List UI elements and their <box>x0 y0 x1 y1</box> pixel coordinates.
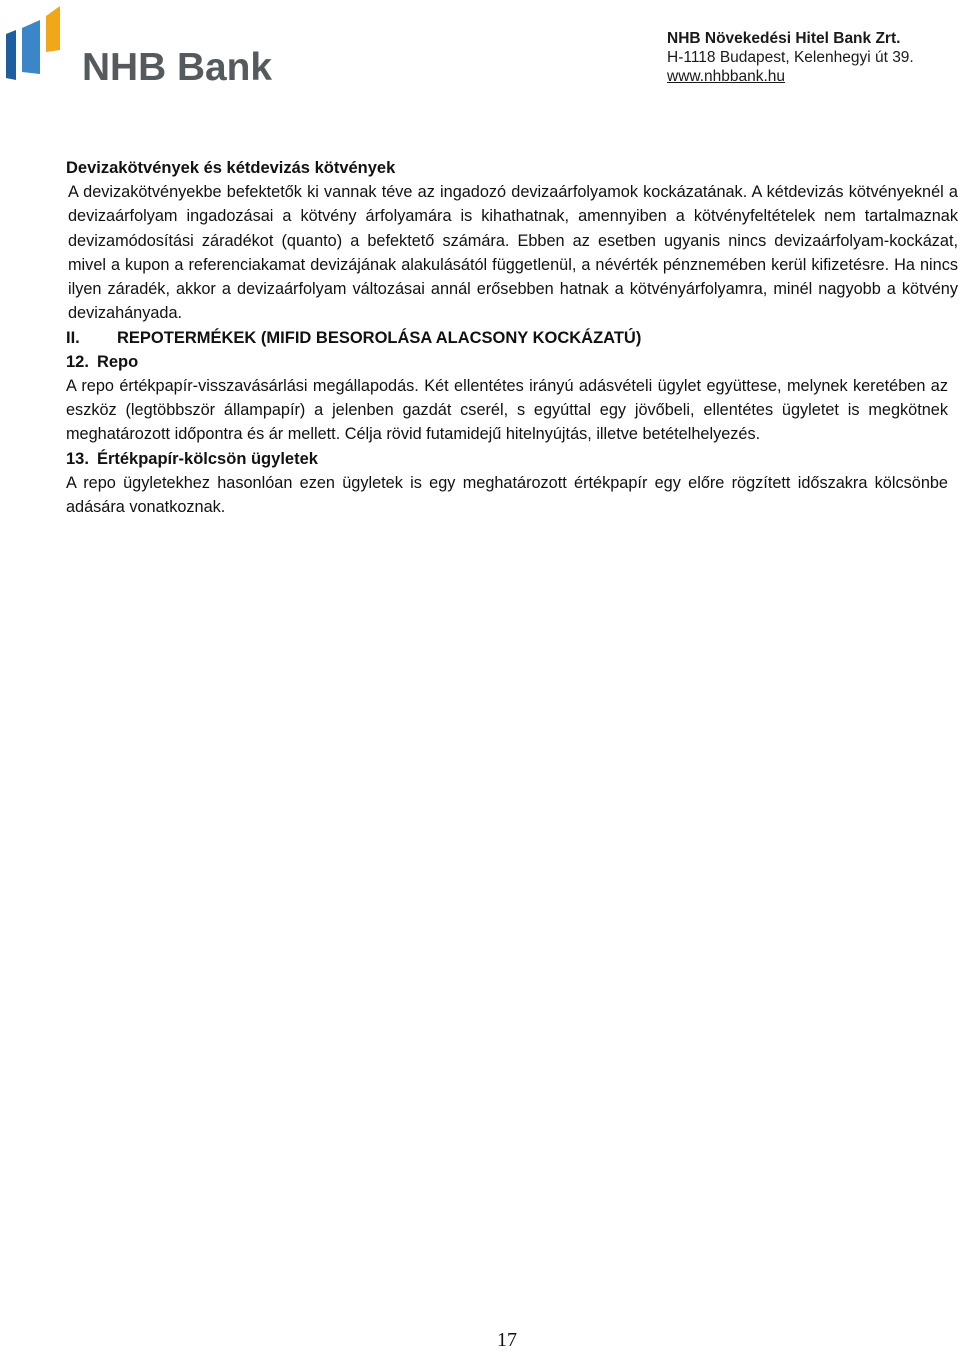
section-number: II. <box>66 328 80 347</box>
logo-text: NHB Bank <box>82 46 273 84</box>
logo-bar-light-blue <box>22 20 40 74</box>
subsection-title: Értékpapír-kölcsön ügyletek <box>96 449 318 468</box>
deviza-paragraph: A devizakötvényekbe befektetők ki vannak téve az ingadozó devizaárfolyamok kockázatának. A kétdevizás kötvényeknél a devizaárfolyam ingadozásai a kötvény árfolyamára is kihathatnak, amennyiben a kötvényfeltételek nem tartalmaznak devizamódosítási záradékot (quanto) a befektető számára. Ebben az esetben ugyanis nincs devizaárfolyam-kockázat, mivel a kupon a referenciakamat devizájának alakulásától függetlenül, a névérték pénznemében kerül kifizetésre. Ha nincs ilyen záradék, akkor a devizaárfolyam változásai annál erősebben hatnak a kötvényárfolyamra, minél nagyobb a kötvény devizahányada. <box>68 183 958 323</box>
nhb-bank-logo-graphic <box>6 4 286 84</box>
document-body <box>66 156 958 519</box>
logo-bar-orange <box>46 6 60 52</box>
bank-website-link[interactable]: www.nhbbank.hu <box>667 68 786 85</box>
subsection-title: Repo <box>96 352 139 371</box>
bank-contact-info <box>667 29 914 86</box>
section-heading-repotermekek <box>66 326 958 350</box>
page-number: 17 <box>497 1329 517 1351</box>
subsection-heading-repo <box>66 350 958 374</box>
deviza-heading: Devizakötvények és kétdevizás kötvények <box>66 159 396 177</box>
nhb-bank-logo <box>6 4 286 84</box>
section-title: REPOTERMÉKEK (MIFID BESOROLÁSA ALACSONY KOCKÁZATÚ) <box>117 328 642 347</box>
loan-paragraph: A repo ügyletekhez hasonlóan ezen ügyletek is egy meghatározott értékpapír egy előre rögzített időszakra kölcsönbe adására vonatkoznak. <box>66 473 948 516</box>
logo-bar-dark-blue <box>6 30 16 80</box>
repo-paragraph: A repo értékpapír-visszavásárlási megállapodás. Két ellentétes irányú adásvételi ügylet együttese, melynek keretében az eszköz (legtöbbször állampapír) a jelenben gazdát cserél, s egyúttal egy jövőbeli, ellentétes ügyletet is megkötnek meghatározott időpontra és ár mellett. Célja rövid futamidejű hitelnyújtás, illetve betételhelyezés. <box>66 376 948 444</box>
subsection-heading-ertekpapir-kolcson <box>66 447 958 471</box>
subsection-number: 12. <box>66 352 89 371</box>
bank-name: NHB Növekedési Hitel Bank Zrt. <box>667 30 901 47</box>
bank-address: H-1118 Budapest, Kelenhegyi út 39. <box>667 49 914 66</box>
subsection-number: 13. <box>66 449 89 468</box>
